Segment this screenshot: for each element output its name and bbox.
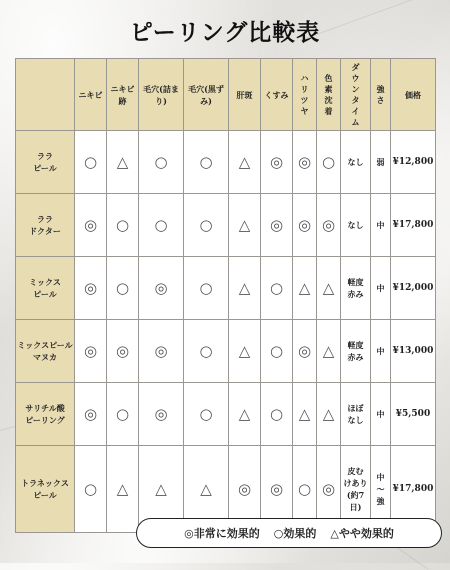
row-header: サリチル酸 ピーリング bbox=[16, 383, 75, 446]
rating-cell: △ bbox=[229, 131, 261, 194]
rating-cell: ◎ bbox=[139, 320, 184, 383]
table-row bbox=[16, 383, 436, 446]
rating-cell: ◎ bbox=[293, 131, 317, 194]
downtime-cell: ほぼ なし bbox=[341, 383, 371, 446]
rating-cell: ○ bbox=[184, 320, 229, 383]
downtime-cell: 軽度 赤み bbox=[341, 257, 371, 320]
rating-cell: ○ bbox=[261, 257, 293, 320]
table-row bbox=[16, 194, 436, 257]
col-header-pigmentation: 色素沈着 bbox=[317, 59, 341, 131]
col-header-dullness: くすみ bbox=[261, 59, 293, 131]
rating-cell: ○ bbox=[139, 131, 184, 194]
rating-cell: ◎ bbox=[139, 383, 184, 446]
legend-item: △やや効果的 bbox=[330, 527, 394, 540]
table-row bbox=[16, 320, 436, 383]
rating-cell: ◎ bbox=[293, 194, 317, 257]
col-header-price: 価格 bbox=[391, 59, 436, 131]
rating-cell: △ bbox=[107, 131, 139, 194]
col-header-pores-dark: 毛穴(黒ずみ) bbox=[184, 59, 229, 131]
row-header: ララ ドクター bbox=[16, 194, 75, 257]
price-cell: ¥17,800 bbox=[391, 194, 436, 257]
strength-cell: 弱 bbox=[371, 131, 391, 194]
rating-cell: ○ bbox=[184, 383, 229, 446]
strength-cell: 中 bbox=[371, 383, 391, 446]
strength-cell: 中 bbox=[371, 194, 391, 257]
rating-cell: ○ bbox=[75, 446, 107, 533]
rating-cell: ○ bbox=[184, 131, 229, 194]
rating-cell: ○ bbox=[184, 257, 229, 320]
rating-cell: △ bbox=[293, 383, 317, 446]
price-cell: ¥13,000 bbox=[391, 320, 436, 383]
strength-cell: 中 bbox=[371, 257, 391, 320]
table-row bbox=[16, 257, 436, 320]
col-header-acne-scar: ニキビ跡 bbox=[107, 59, 139, 131]
price-cell: ¥5,500 bbox=[391, 383, 436, 446]
rating-cell: ○ bbox=[317, 131, 341, 194]
rating-cell: ◎ bbox=[75, 257, 107, 320]
col-header-strength: 強さ bbox=[371, 59, 391, 131]
rating-cell: ◎ bbox=[261, 194, 293, 257]
col-header-downtime: ダウンタイム bbox=[341, 59, 371, 131]
rating-cell: △ bbox=[139, 446, 184, 533]
strength-cell: 中 〜 強 bbox=[371, 446, 391, 533]
price-cell: ¥12,000 bbox=[391, 257, 436, 320]
rating-cell: ◎ bbox=[317, 446, 341, 533]
downtime-cell: 皮む けあり (約7 日) bbox=[341, 446, 371, 533]
rating-cell: ◎ bbox=[139, 257, 184, 320]
rating-cell: △ bbox=[293, 257, 317, 320]
rating-cell: △ bbox=[317, 320, 341, 383]
rating-cell: △ bbox=[229, 320, 261, 383]
table-row bbox=[16, 131, 436, 194]
rating-cell: ○ bbox=[107, 383, 139, 446]
row-header: ミックスピール マヌカ bbox=[16, 320, 75, 383]
rating-cell: △ bbox=[229, 383, 261, 446]
col-header-firmness: ハリツヤ bbox=[293, 59, 317, 131]
rating-cell: ○ bbox=[293, 446, 317, 533]
rating-cell: △ bbox=[229, 194, 261, 257]
rating-cell: △ bbox=[317, 257, 341, 320]
header-row bbox=[16, 59, 436, 131]
rating-cell: ○ bbox=[261, 320, 293, 383]
page-title: ピーリング比較表 bbox=[129, 19, 321, 46]
rating-cell: ○ bbox=[75, 131, 107, 194]
rating-cell: ◎ bbox=[261, 446, 293, 533]
legend bbox=[136, 518, 442, 548]
rating-cell: △ bbox=[229, 257, 261, 320]
rating-cell: ○ bbox=[107, 257, 139, 320]
rating-cell: ◎ bbox=[261, 131, 293, 194]
rating-cell: △ bbox=[184, 446, 229, 533]
rating-cell: ◎ bbox=[75, 383, 107, 446]
downtime-cell: 軽度 赤み bbox=[341, 320, 371, 383]
rating-cell: △ bbox=[317, 383, 341, 446]
corner-cell bbox=[16, 59, 75, 131]
rating-cell: △ bbox=[107, 446, 139, 533]
rating-cell: ◎ bbox=[229, 446, 261, 533]
row-header: トラネックス ピール bbox=[16, 446, 75, 533]
col-header-acne: ニキビ bbox=[75, 59, 107, 131]
rating-cell: ○ bbox=[261, 383, 293, 446]
comparison-table bbox=[15, 58, 436, 533]
row-header: ララ ピール bbox=[16, 131, 75, 194]
downtime-cell: なし bbox=[341, 194, 371, 257]
rating-cell: ◎ bbox=[75, 320, 107, 383]
rating-cell: ◎ bbox=[107, 320, 139, 383]
col-header-pores-clogged: 毛穴(詰まり) bbox=[139, 59, 184, 131]
legend-item: ◎非常に効果的 bbox=[184, 527, 260, 540]
strength-cell: 中 bbox=[371, 320, 391, 383]
rating-cell: ○ bbox=[139, 194, 184, 257]
rating-cell: ◎ bbox=[75, 194, 107, 257]
rating-cell: ◎ bbox=[293, 320, 317, 383]
price-cell: ¥17,800 bbox=[391, 446, 436, 533]
rating-cell: ○ bbox=[184, 194, 229, 257]
row-header: ミックス ピール bbox=[16, 257, 75, 320]
rating-cell: ○ bbox=[107, 194, 139, 257]
downtime-cell: なし bbox=[341, 131, 371, 194]
price-cell: ¥12,800 bbox=[391, 131, 436, 194]
legend-item: ○効果的 bbox=[273, 527, 317, 540]
col-header-melasma: 肝斑 bbox=[229, 59, 261, 131]
rating-cell: ◎ bbox=[317, 194, 341, 257]
